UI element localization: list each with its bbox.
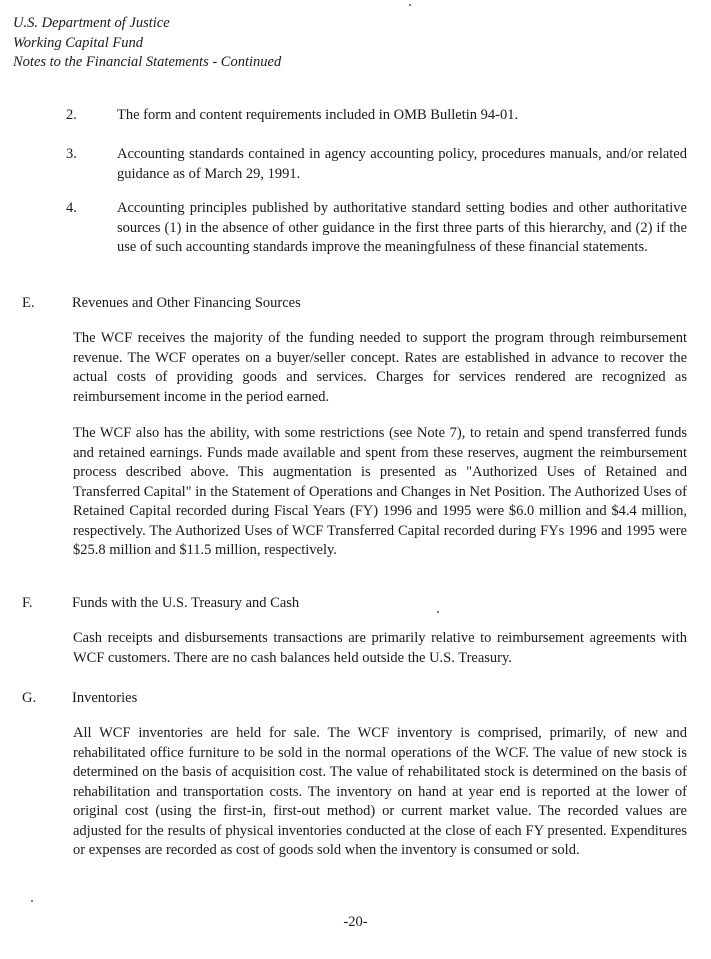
header-notes-title: Notes to the Financial Statements - Continued xyxy=(13,54,282,70)
section-title: Funds with the U.S. Treasury and Cash xyxy=(72,595,300,611)
item-text: The form and content requirements included in OMB Bulletin 94-01. xyxy=(117,107,519,123)
item-number: 2. xyxy=(66,107,77,123)
scan-speck xyxy=(437,611,439,613)
section-title: Inventories xyxy=(72,690,138,706)
section-f-paragraph-1: Cash receipts and disbursements transactions are primarily relative to reimbursement agreements with WCF customers. There are no cash balances held outside the U.S. Treasury. xyxy=(73,630,687,666)
scan-speck xyxy=(31,900,33,902)
section-e-paragraph-2: The WCF also has the ability, with some restrictions (see Note 7), to retain and spend transferred funds and retained earnings. Funds made available and spent from these reserves, augment the reimbursement process described above. This augmentation is presented as "Authorized Uses of Retained and Transferred Capital" in the Statement of Operations and Changes in Net Position. The Authorized Uses of Retained Capital recorded during Fiscal Years (FY) 1996 and 1995 were $6.0 million and $4.4 million, respectively. The Authorized Uses of WCF Transferred Capital recorded during FYs 1996 and 1995 were $25.8 million and $11.5 million, respectively. xyxy=(73,425,687,558)
section-letter: E. xyxy=(22,295,35,311)
section-g-paragraph-1: All WCF inventories are held for sale. The WCF inventory is comprised, primarily, of new and rehabilitated office furniture to be sold in the normal operations of the WCF. The value of new stock is determined on the basis of acquisition cost. The value of rehabilitated stock is determined on the basis of rehabilitation and transportation costs. The inventory on hand at year end is reported at the lower of original cost (using the first-in, first-out method) or current market value. The recorded values are adjusted for the results of physical inventories conducted at the close of each FY presented. Expenditures or expenses are recorded as cost of goods sold when the inventory is consumed or sold. xyxy=(73,725,687,858)
section-letter: G. xyxy=(22,690,37,706)
page-number: -20- xyxy=(343,914,368,930)
item-number: 4. xyxy=(66,200,77,216)
document-header xyxy=(13,14,281,73)
item-number: 3. xyxy=(66,146,77,162)
section-letter: F. xyxy=(22,595,33,611)
header-department: U.S. Department of Justice xyxy=(13,15,170,31)
section-e-paragraph-1: The WCF receives the majority of the funding needed to support the program through reimbursement revenue. The WCF operates on a buyer/seller concept. Rates are established in advance to recover the actual costs of providing goods and services. Charges for services rendered are recognized as reimbursement income in the period earned. xyxy=(73,330,687,405)
scan-speck xyxy=(409,4,411,6)
section-title: Revenues and Other Financing Sources xyxy=(72,295,301,311)
item-text: Accounting principles published by authoritative standard setting bodies and other authoritative sources (1) in the absence of other guidance in the first three parts of this hierarchy, and (2) if the use of such accounting standards improve the meaningfulness of these financial statements. xyxy=(117,200,687,255)
item-text: Accounting standards contained in agency accounting policy, procedures manuals, and/or related guidance as of March 29, 1991. xyxy=(117,146,687,182)
header-fund: Working Capital Fund xyxy=(13,34,143,51)
